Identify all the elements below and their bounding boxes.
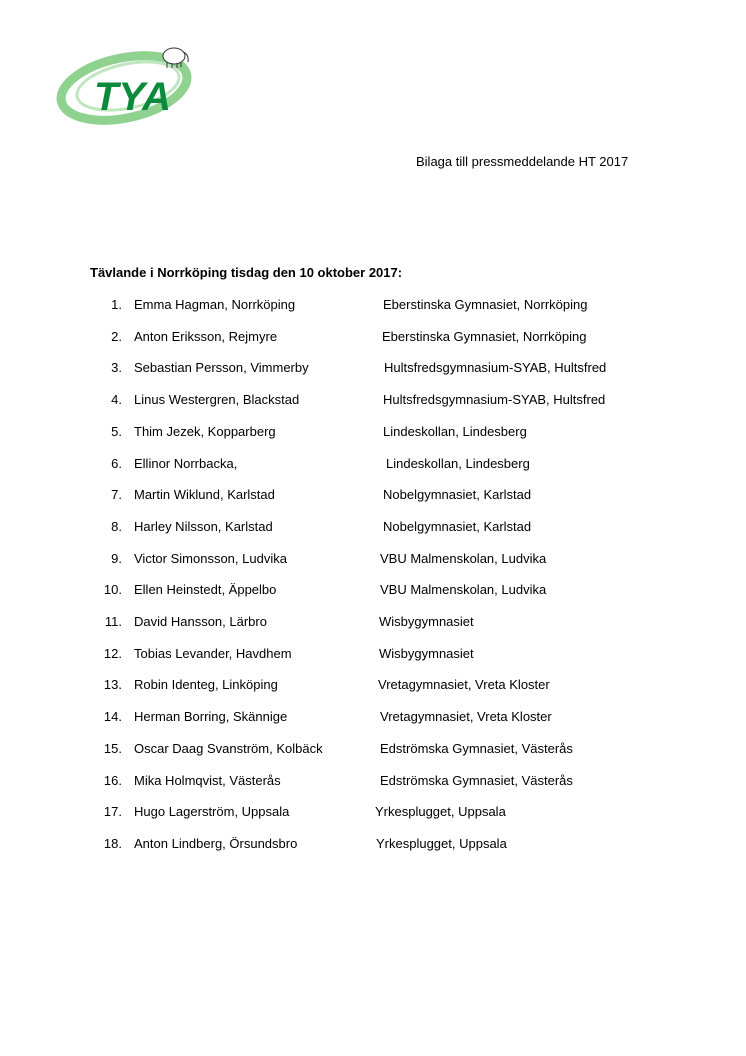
- item-number: 8.: [111, 518, 122, 534]
- list-item: [0, 580, 746, 600]
- competitor-school: Wisbygymnasiet: [379, 645, 474, 661]
- competitor-school: Yrkesplugget, Uppsala: [376, 835, 507, 851]
- competitor-school: VBU Malmenskolan, Ludvika: [380, 582, 547, 598]
- item-number: 7.: [111, 487, 122, 503]
- competitor-name: Harley Nilsson, Karlstad: [134, 518, 273, 534]
- competitor-school: VBU Malmenskolan, Ludvika: [380, 550, 547, 566]
- competitor-name: Sebastian Persson, Vimmerby: [134, 360, 309, 376]
- competitor-name: Emma Hagman, Norrköping: [134, 297, 296, 312]
- item-number: 10.: [103, 582, 122, 598]
- list-item: [0, 644, 746, 664]
- item-number: 17.: [103, 804, 122, 820]
- item-number: 16.: [103, 772, 122, 788]
- competitor-school: Edströmska Gymnasiet, Västerås: [380, 740, 573, 756]
- list-item: [0, 771, 746, 791]
- tya-logo: [56, 38, 201, 126]
- competitor-name: Thim Jezek, Kopparberg: [134, 423, 276, 439]
- item-number: 1.: [111, 297, 122, 312]
- competitor-school: Lindeskollan, Lindesberg: [383, 423, 527, 439]
- competitor-school: Edströmska Gymnasiet, Västerås: [380, 772, 573, 788]
- list-item: [0, 517, 746, 537]
- competitor-school: Lindeskollan, Lindesberg: [386, 455, 530, 471]
- svg-text:TYA: TYA: [94, 75, 172, 119]
- competitor-school: Eberstinska Gymnasiet, Norrköping: [382, 328, 587, 344]
- competitor-school: Vretagymnasiet, Vreta Kloster: [380, 709, 552, 725]
- competitor-name: David Hansson, Lärbro: [134, 614, 267, 629]
- list-item: [0, 358, 746, 378]
- competitor-school: Wisbygymnasiet: [379, 614, 474, 629]
- competitor-school: Vretagymnasiet, Vreta Kloster: [378, 677, 550, 693]
- list-item: [0, 675, 746, 695]
- competitor-school: Yrkesplugget, Uppsala: [375, 804, 506, 820]
- list-item: [0, 390, 746, 410]
- competitor-school: Nobelgymnasiet, Karlstad: [383, 487, 532, 503]
- competitor-school: Hultsfredsgymnasium-SYAB, Hultsfred: [383, 392, 606, 408]
- competitor-name: Oscar Daag Svanström, Kolbäck: [134, 740, 323, 756]
- competitor-school: Nobelgymnasiet, Karlstad: [383, 518, 532, 534]
- item-number: 14.: [103, 709, 122, 725]
- list-item: [0, 549, 746, 569]
- item-number: 2.: [111, 328, 122, 344]
- list-item: [0, 707, 746, 727]
- competitor-name: Martin Wiklund, Karlstad: [134, 487, 275, 503]
- list-item: [0, 834, 746, 854]
- item-number: 4.: [111, 392, 122, 408]
- list-heading: Tävlande i Norrköping tisdag den 10 oktober 2017:: [90, 265, 403, 280]
- list-item: [0, 802, 746, 822]
- competitor-name: Mika Holmqvist, Västerås: [134, 772, 281, 788]
- list-item: [0, 612, 746, 632]
- list-item: [0, 739, 746, 759]
- item-number: 9.: [111, 550, 122, 566]
- competitor-name: Anton Lindberg, Örsundsbro: [134, 835, 298, 851]
- list-item: [0, 485, 746, 505]
- list-item: [0, 295, 746, 315]
- competitor-name: Robin Identeg, Linköping: [134, 677, 278, 693]
- list-item: [0, 454, 746, 474]
- item-number: 18.: [103, 835, 122, 851]
- item-number: 6.: [111, 455, 122, 471]
- competitor-name: Ellinor Norrbacka,: [134, 455, 238, 471]
- competitor-school: Eberstinska Gymnasiet, Norrköping: [383, 297, 588, 312]
- competitor-name: Ellen Heinstedt, Äppelbo: [134, 582, 277, 598]
- competitor-name: Victor Simonsson, Ludvika: [134, 550, 287, 566]
- item-number: 5.: [111, 423, 122, 439]
- competitor-name: Anton Eriksson, Rejmyre: [134, 328, 278, 344]
- list-item: [0, 327, 746, 347]
- competitor-name: Hugo Lagerström, Uppsala: [134, 804, 290, 820]
- competitor-name: Herman Borring, Skännige: [134, 709, 288, 725]
- item-number: 12.: [103, 645, 122, 661]
- competitor-name: Tobias Levander, Havdhem: [134, 645, 292, 661]
- item-number: 13.: [103, 677, 122, 693]
- item-number: 3.: [111, 360, 122, 376]
- list-item: [0, 422, 746, 442]
- competitor-name: Linus Westergren, Blackstad: [134, 392, 300, 408]
- document-subtitle: Bilaga till pressmeddelande HT 2017: [416, 154, 629, 169]
- item-number: 15.: [103, 740, 122, 756]
- competitor-school: Hultsfredsgymnasium-SYAB, Hultsfred: [384, 360, 607, 376]
- item-number: 11.: [104, 614, 122, 629]
